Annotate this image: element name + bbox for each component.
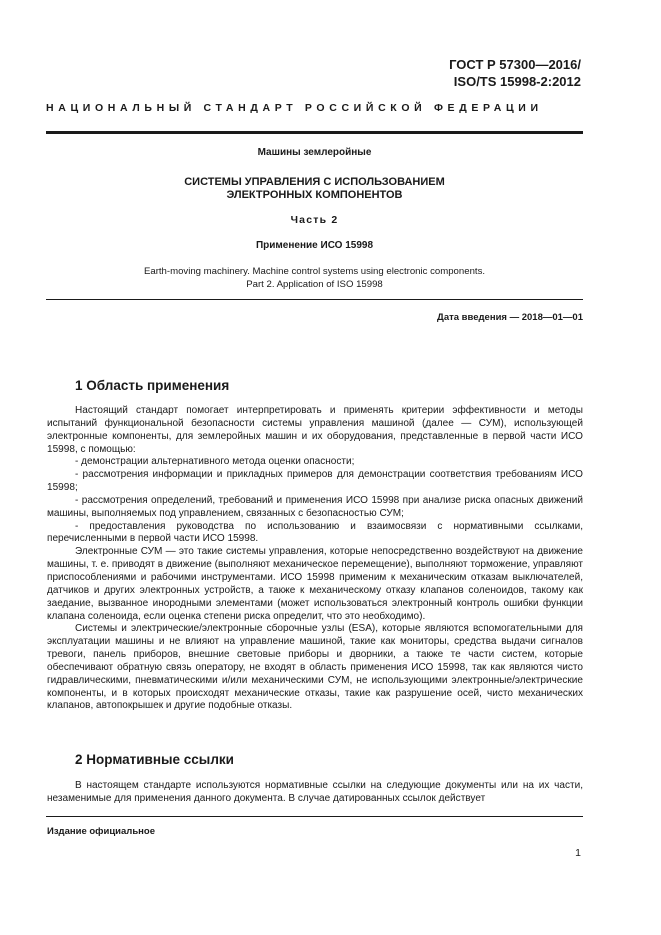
document-title (46, 176, 583, 202)
footer-rule (46, 816, 583, 817)
section-1-bullet-3: - рассмотрения определений, требований и применения ИСО 15998 при анализе риска опасных движений машины, выполняемых под управлением, связанных с безопасностью СУМ; (47, 494, 583, 519)
section-1-bullet-2: - рассмотрения информации и прикладных примеров для демонстрации соответствия требованиям ИСО 15998; (47, 469, 583, 494)
section-2-body (47, 780, 583, 806)
title-rule (46, 299, 583, 300)
section-1-heading: 1 Область применения (75, 378, 230, 393)
section-1-bullet-1: - демонстрации альтернативного метода оценки опасности; (75, 456, 355, 468)
standard-code (449, 56, 581, 90)
section-1-bullet-4: - предоставления руководства по использованию и взаимосвязи с нормативными ссылками, перечисленными в первой части ИСО 15998. (47, 520, 583, 545)
section-2-heading: 2 Нормативные ссылки (75, 752, 234, 767)
standard-code-gost: ГОСТ Р 57300—2016/ (449, 57, 581, 72)
title-line-2: ЭЛЕКТРОННЫХ КОМПОНЕНТОВ (226, 189, 403, 201)
part-number: Часть 2 (290, 214, 339, 226)
header-rule (46, 131, 583, 134)
section-1-body (47, 405, 583, 713)
introduction-date: Дата введения — 2018—01—01 (437, 312, 583, 323)
document-subtitle: Машины землеройные (257, 147, 372, 158)
english-title (46, 265, 583, 291)
section-1-paragraph-1: Настоящий стандарт помогает интерпретировать и применять критерии эффективности и методы испытаний функциональной безопасности системы управления машиной (далее — СУМ), использующей электронные компоненты, для землеройных машин и их оборудования, представленные в первой части ИСО 15998, с помощью: (47, 405, 583, 455)
section-1-paragraph-2: Электронные СУМ — это такие системы управления, которые непосредственно воздействуют на движение машины, т. е. приводят в движение (выполняют механическое перемещение), выполняют торможение, управляют приспособлениями и рабочими инструментами. ИСО 15998 применим к механическим отказам выключателей, датчиков и других электронных устройств, а также к механическому отказу клапанов соленоидов, такому как заедание, вызванное инородными элементами (может использоваться электронный контроль ошибки функции клапана соленоида, если оценка степени риска определит, что это необходимо). (47, 546, 583, 622)
page-number: 1 (575, 847, 581, 859)
english-title-line-2: Part 2. Application of ISO 15998 (246, 279, 383, 290)
national-standard-banner: НАЦИОНАЛЬНЫЙ СТАНДАРТ РОССИЙСКОЙ ФЕДЕРАЦИИ (46, 102, 543, 114)
standard-code-iso: ISO/TS 15998-2:2012 (453, 74, 581, 89)
title-line-1: СИСТЕМЫ УПРАВЛЕНИЯ С ИСПОЛЬЗОВАНИЕМ (184, 176, 445, 188)
section-1-paragraph-3: Системы и электрические/электронные сборочные узлы (ESA), которые являются вспомогательными для эксплуатации машины и не влияют на управление машиной, такие как мониторы, средства выдачи сигналов тревоги, панель приборов, внешние световые приборы и дворники, а также те части систем, которые обеспечивают обратную связь оператору, не входят в область применения ИСО 15998, так как являются чисто гидравлическими, пневматическими и/или механическими СУМ, не использующими электронные/электрические компоненты, и в которых происходят механические отказы, такие как разрушение осей, чисто механических клапанов, автопокрышек и другие подобные отказы. (47, 623, 583, 712)
part-title: Применение ИСО 15998 (255, 240, 374, 251)
section-2-paragraph-1: В настоящем стандарте используются нормативные ссылки на следующие документы или на их части, незаменимые для применения данного документа. В случае датированных ссылок действует (47, 780, 583, 804)
english-title-line-1: Earth-moving machinery. Machine control systems using electronic components. (143, 266, 486, 277)
official-edition-label: Издание официальное (47, 826, 155, 837)
